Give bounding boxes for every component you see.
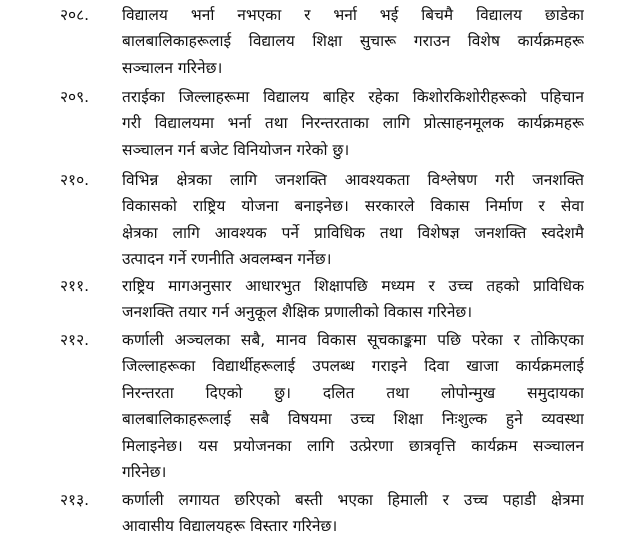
paragraph-211 bbox=[60, 273, 584, 326]
text-line: गरी विद्यालयमा भर्ना तथा निरन्तरताका लागि प्रोत्साहनमूलक कार्यक्रमहरू bbox=[122, 114, 584, 133]
paragraph-text bbox=[122, 167, 584, 273]
paragraph-number: २०८. bbox=[60, 6, 90, 24]
text-line: विद्यालय भर्ना नभएका र भर्ना भई बिचमै विद्यालय छाडेका bbox=[122, 6, 584, 24]
paragraph-text bbox=[122, 2, 584, 81]
paragraph-209 bbox=[60, 84, 584, 163]
text-line: विभिन्न क्षेत्रका लागि जनशक्ति आवश्यकता विश्लेषण गरी जनशक्ति bbox=[122, 171, 584, 189]
text-line: सञ्चालन गर्न बजेट विनियोजन गरेको छु। bbox=[122, 140, 350, 159]
text-line: निरन्तरता दिएको छु। दलित तथा लोपोन्मुख समुदायका bbox=[122, 383, 584, 402]
text-line: जिल्लाहरूका विद्यार्थीहरूलाई उपलब्ध गराइने दिवा खाजा कार्यक्रमलाई bbox=[122, 357, 584, 376]
text-line: विकासको राष्ट्रिय योजना बनाइनेछ। सरकारले विकास निर्माण र सेवा bbox=[122, 197, 584, 216]
text-line: बालबालिकाहरूलाई विद्यालय शिक्षा सुचारू गराउन विशेष कार्यक्रमहरू bbox=[122, 32, 584, 51]
paragraph-text bbox=[122, 84, 584, 163]
paragraph-210 bbox=[60, 167, 584, 273]
text-line: जनशक्ति तयार गर्न अनुकूल शैक्षिक प्रणालीको विकास गरिनेछ। bbox=[122, 303, 473, 322]
paragraph-213 bbox=[60, 487, 584, 540]
paragraph-text bbox=[122, 487, 584, 540]
text-line: राष्ट्रिय मागअनुसार आधारभुत शिक्षापछि मध्यम र उच्च तहको प्राविधिक bbox=[122, 277, 584, 295]
paragraph-number: २१३. bbox=[60, 491, 90, 509]
text-line: गरिनेछ। bbox=[122, 462, 167, 481]
text-line: मिलाइनेछ। यस प्रयोजनका लागि उत्प्रेरणा छात्रवृत्ति कार्यक्रम सञ्चालन bbox=[122, 436, 584, 455]
text-line: बालबालिकाहरूलाई सबै विषयमा उच्च शिक्षा निःशुल्क हुने व्यवस्था bbox=[122, 410, 584, 429]
paragraph-text bbox=[122, 327, 584, 485]
text-line: क्षेत्रका लागि आवश्यक पर्ने प्राविधिक तथा विशेषज्ञ जनशक्ति स्वदेशमै bbox=[122, 223, 584, 242]
paragraph-212 bbox=[60, 327, 584, 485]
text-line: आवासीय विद्यालयहरू विस्तार गरिनेछ। bbox=[122, 517, 338, 536]
paragraph-number: २१२. bbox=[60, 331, 90, 349]
text-line: सञ्चालन गरिनेछ। bbox=[122, 58, 223, 77]
paragraph-number: २१०. bbox=[60, 171, 90, 189]
text-line: तराईका जिल्लाहरूमा विद्यालय बाहिर रहेका किशोरकिशोरीहरूको पहिचान bbox=[122, 88, 584, 106]
paragraph-text bbox=[122, 273, 584, 326]
text-line: कर्णाली लगायत छरिएको बस्ती भएका हिमाली र उच्च पहाडी क्षेत्रमा bbox=[122, 491, 584, 509]
text-line: उत्पादन गर्ने रणनीति अवलम्बन गर्नेछ। bbox=[122, 250, 332, 269]
text-line: कर्णाली अञ्चलका सबै, मानव विकास सूचकाङ्कमा पछि परेका र तोकिएका bbox=[122, 331, 584, 349]
paragraph-208 bbox=[60, 2, 584, 81]
paragraph-number: २११. bbox=[60, 277, 90, 295]
paragraph-number: २०९. bbox=[60, 88, 90, 106]
